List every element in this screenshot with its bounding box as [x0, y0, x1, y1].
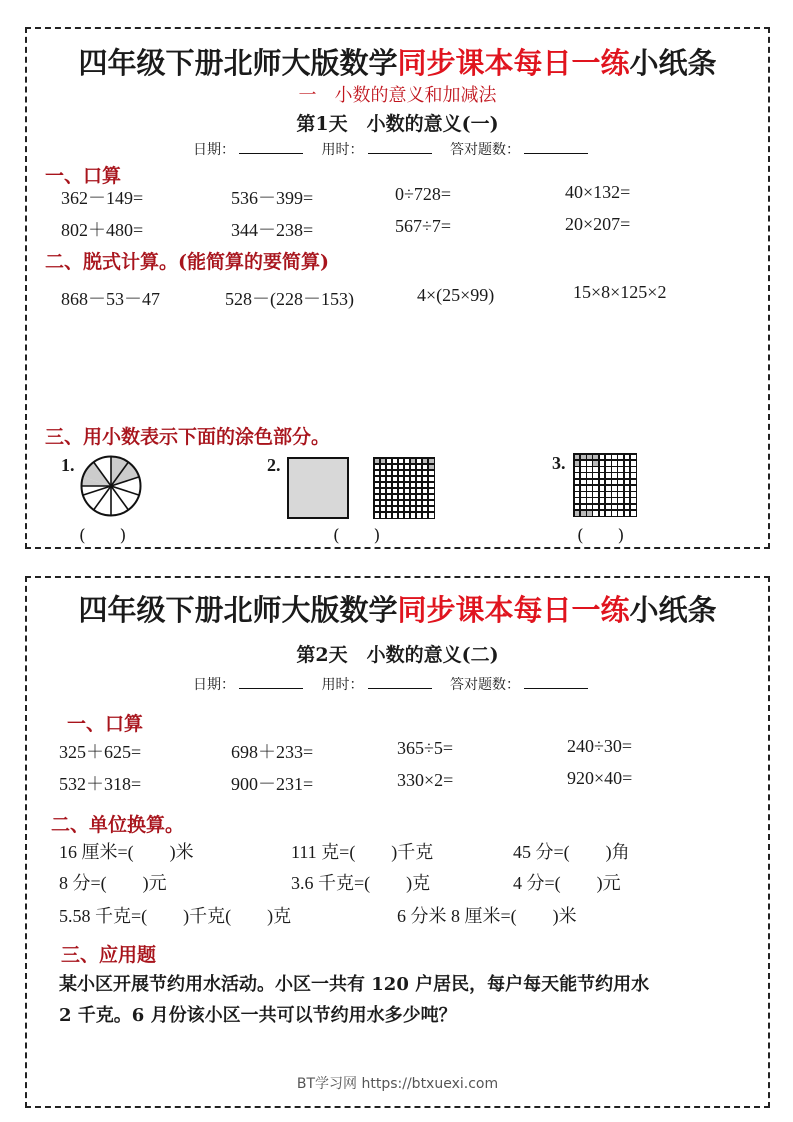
expression: 900－231=: [231, 774, 314, 794]
expression: 15×8×125×2: [573, 282, 667, 302]
unit-conversion: 5.58 千克=( )千克( )克: [59, 906, 292, 926]
answer-blank-1[interactable]: ( ): [79, 526, 127, 546]
worksheet-card-day1: [25, 27, 770, 549]
unit-conversion: 111 克=( )千克: [291, 842, 434, 862]
day-title: 第2天 小数的意义(二): [296, 644, 499, 666]
expression: 868－53－47: [61, 289, 160, 309]
time-field[interactable]: [368, 676, 432, 689]
worksheet-card-day2: [25, 576, 770, 1108]
expression: 330×2=: [397, 770, 454, 790]
unit-conversion: 6 分米 8 厘米=( )米: [397, 906, 577, 926]
figure-label-3: 3.: [552, 453, 566, 473]
expression: 20×207=: [565, 214, 631, 234]
expression: 920×40=: [567, 768, 633, 788]
date-field[interactable]: [239, 676, 303, 689]
unit-conversion: 3.6 千克=( )克: [291, 873, 431, 893]
section-heading-oral: 一、口算: [45, 165, 122, 187]
expression: 698＋233=: [231, 742, 314, 762]
expression: 344－238=: [231, 220, 314, 240]
meta-line: 日期： 用时： 答对题数：: [27, 674, 768, 694]
figure-label-2: 2.: [267, 455, 281, 475]
meta-line: 日期： 用时： 答对题数：: [27, 139, 768, 159]
expression: 4×(25×99): [417, 285, 495, 305]
expression: 365÷5=: [397, 738, 454, 758]
grid-100-figure-a: [373, 457, 435, 519]
unit-conversion: 8 分=( )元: [59, 873, 167, 893]
date-field[interactable]: [239, 141, 303, 154]
section-heading-units: 二、单位换算。: [51, 814, 185, 836]
footer-watermark: BT学习网 https://btxuexi.com: [296, 1076, 499, 1092]
expression: 802＋480=: [61, 220, 144, 240]
section-heading-oral: 一、口算: [67, 713, 144, 735]
expression: 40×132=: [565, 182, 631, 202]
unit-conversion: 45 分=( )角: [513, 842, 630, 862]
score-field[interactable]: [524, 141, 588, 154]
unit-conversion: 4 分=( )元: [513, 873, 621, 893]
expression: 532＋318=: [59, 774, 142, 794]
word-problem-line-2: 2 千克。6 月份该小区一共可以节约用水多少吨？: [59, 1005, 457, 1026]
expression: 0÷728=: [395, 184, 452, 204]
circle-10-parts-figure: [80, 455, 142, 517]
figure-label-1: 1.: [61, 455, 75, 475]
unit-conversion: 16 厘米=( )米: [59, 842, 194, 862]
expression: 362－149=: [61, 188, 144, 208]
expression: 567÷7=: [395, 216, 452, 236]
section-heading-decimals: 三、用小数表示下面的涂色部分。: [45, 426, 331, 448]
worksheet-title: 四年级下册北师大版数学同步课本每日一练小纸条: [78, 46, 717, 80]
section-heading-stepwise: 二、脱式计算。(能简算的要简算): [45, 251, 329, 273]
grid-100-figure-b: [573, 453, 637, 517]
answer-blank-3[interactable]: ( ): [577, 526, 625, 546]
answer-blank-2[interactable]: ( ): [333, 526, 381, 546]
word-problem-line-1: 某小区开展节约用水活动。小区一共有 120 户居民，每户每天能节约用水: [59, 974, 650, 995]
expression: 240÷30=: [567, 736, 633, 756]
time-field[interactable]: [368, 141, 432, 154]
score-field[interactable]: [524, 676, 588, 689]
expression: 528－(228－153): [225, 289, 354, 309]
day-title: 第1天 小数的意义(一): [296, 113, 499, 135]
fully-shaded-square-figure: [287, 457, 349, 519]
unit-heading: 一 小数的意义和加减法: [298, 85, 497, 106]
worksheet-title: 四年级下册北师大版数学同步课本每日一练小纸条: [78, 593, 717, 627]
expression: 536－399=: [231, 188, 314, 208]
section-heading-word-problem: 三、应用题: [61, 944, 157, 966]
expression: 325＋625=: [59, 742, 142, 762]
